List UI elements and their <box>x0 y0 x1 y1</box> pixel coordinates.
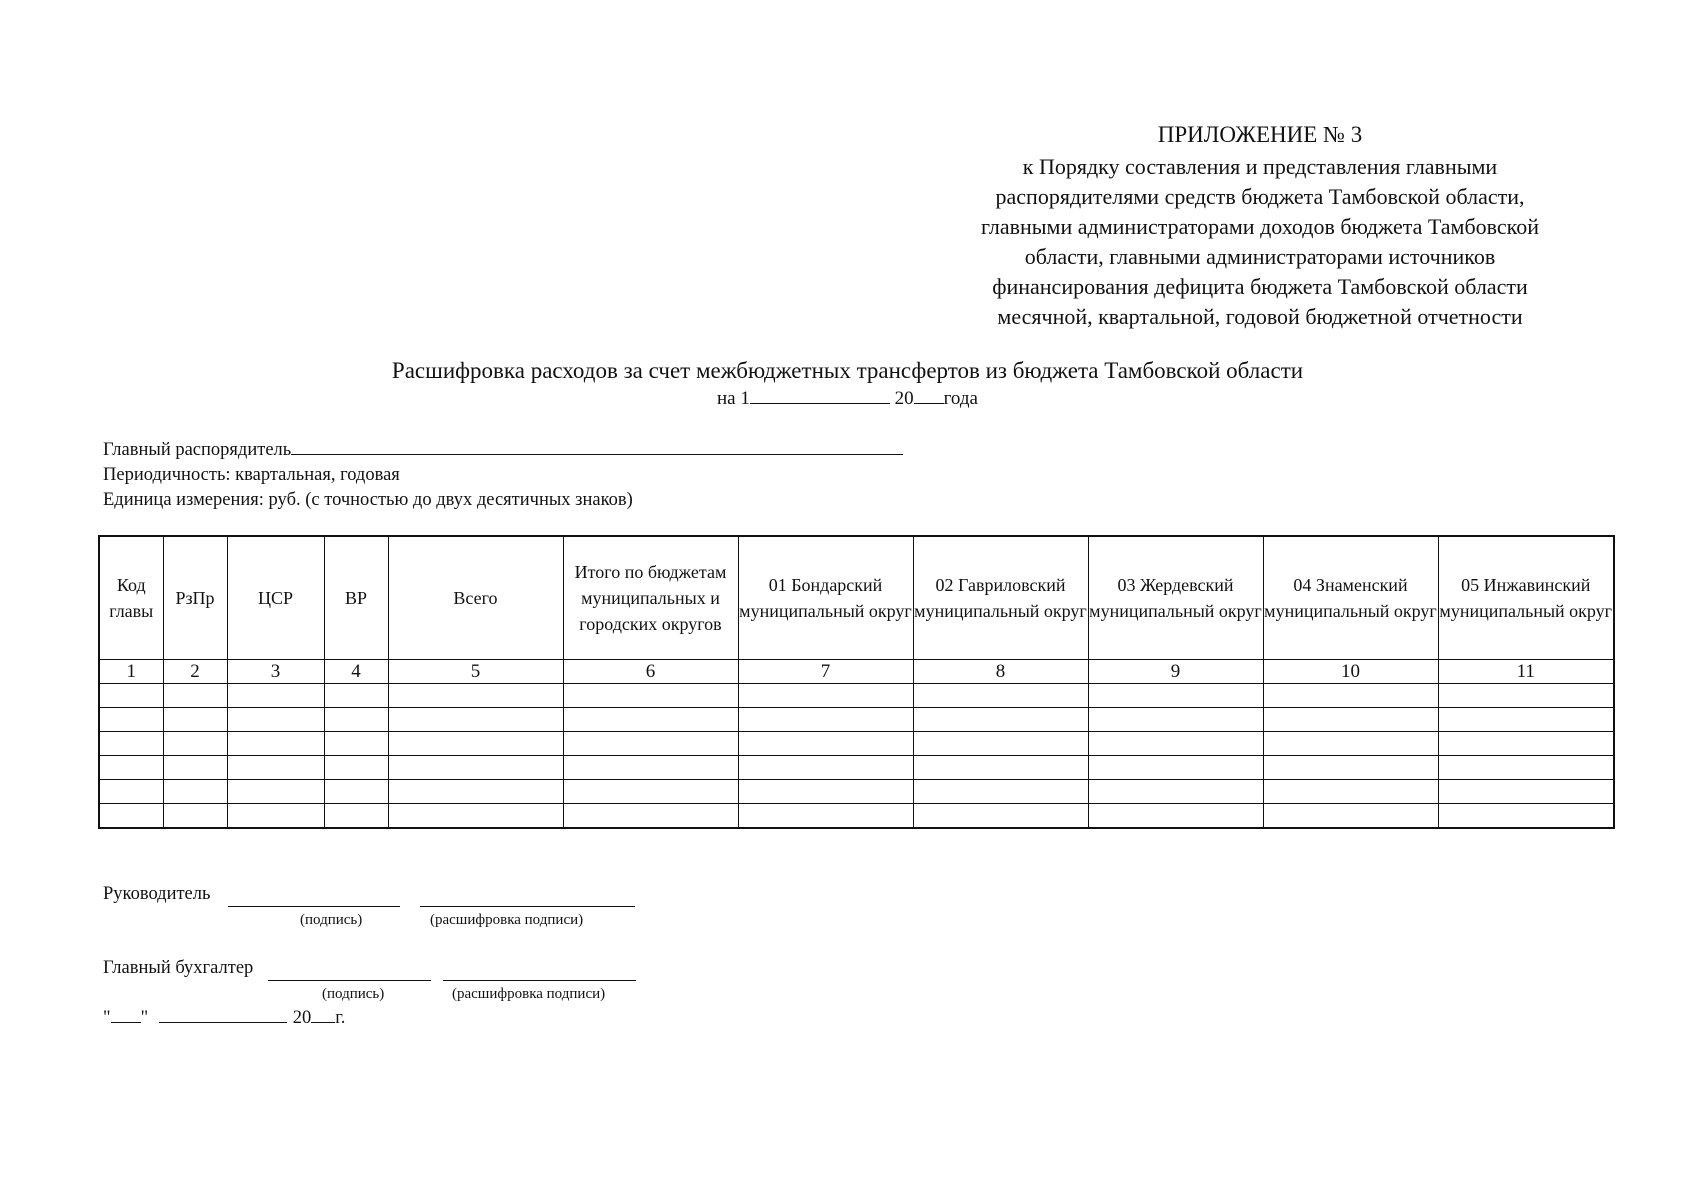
appendix-block <box>900 120 1620 332</box>
table-cell[interactable] <box>163 756 227 780</box>
header-cell: Код главы <box>99 536 163 660</box>
table-cell[interactable] <box>324 756 388 780</box>
signing-day-field[interactable] <box>111 1022 141 1023</box>
date-suffix: года <box>943 388 978 409</box>
table-cell[interactable] <box>913 756 1088 780</box>
table-cell[interactable] <box>227 756 324 780</box>
date-quote-open: " <box>103 1008 111 1028</box>
table-cell[interactable] <box>163 804 227 829</box>
header-cell: 01 Бондарский муниципальный округ <box>738 536 913 660</box>
column-number: 3 <box>227 660 324 684</box>
table-cell[interactable] <box>563 708 738 732</box>
table-cell[interactable] <box>99 732 163 756</box>
table-cell[interactable] <box>1438 804 1614 829</box>
appendix-line: месячной, квартальной, годовой бюджетной отчетности <box>997 304 1523 329</box>
table-cell[interactable] <box>388 804 563 829</box>
table-cell[interactable] <box>738 732 913 756</box>
column-number: 4 <box>324 660 388 684</box>
table-cell[interactable] <box>324 684 388 708</box>
header-cell: 04 Знаменский муниципальный округ <box>1263 536 1438 660</box>
date-year-prefix: 20 <box>894 388 914 409</box>
table-cell[interactable] <box>738 780 913 804</box>
table-cell[interactable] <box>1088 780 1263 804</box>
table-cell[interactable] <box>227 708 324 732</box>
accountant-signature-caption: (подпись) <box>322 986 385 1002</box>
appendix-line: распорядителями средств бюджета Тамбовской области, <box>995 184 1525 209</box>
manager-label: Главный распорядитель <box>103 440 292 460</box>
signing-month-field[interactable] <box>159 1022 287 1023</box>
table-body <box>99 684 1614 829</box>
column-number: 7 <box>738 660 913 684</box>
table-cell[interactable] <box>1263 732 1438 756</box>
table-cell[interactable] <box>1438 684 1614 708</box>
signing-year-suffix: г. <box>335 1008 346 1028</box>
transfers-table <box>98 535 1615 829</box>
table-cell[interactable] <box>324 780 388 804</box>
table-cell[interactable] <box>163 684 227 708</box>
table-cell[interactable] <box>324 708 388 732</box>
table-row <box>99 732 1614 756</box>
signing-year-prefix: 20 <box>292 1008 312 1028</box>
manager-line <box>103 438 903 463</box>
table-cell[interactable] <box>99 756 163 780</box>
table-cell[interactable] <box>99 684 163 708</box>
table-cell[interactable] <box>1263 708 1438 732</box>
table-cell[interactable] <box>913 684 1088 708</box>
table-cell[interactable] <box>913 804 1088 829</box>
table-cell[interactable] <box>738 684 913 708</box>
table-cell[interactable] <box>388 780 563 804</box>
table-cell[interactable] <box>388 732 563 756</box>
table-cell[interactable] <box>163 708 227 732</box>
column-number: 11 <box>1438 660 1614 684</box>
date-prefix: на 1 <box>717 388 750 409</box>
table-row <box>99 804 1614 829</box>
date-day-month-field[interactable] <box>750 403 890 404</box>
head-signature-caption: (подпись) <box>300 912 363 928</box>
table-cell[interactable] <box>1088 732 1263 756</box>
table-cell[interactable] <box>913 780 1088 804</box>
table-cell[interactable] <box>738 756 913 780</box>
table-cell[interactable] <box>1088 804 1263 829</box>
table-row <box>99 780 1614 804</box>
table-cell[interactable] <box>1088 684 1263 708</box>
table-cell[interactable] <box>388 708 563 732</box>
table-cell[interactable] <box>99 708 163 732</box>
table-cell[interactable] <box>913 732 1088 756</box>
column-number: 5 <box>388 660 563 684</box>
report-date-line <box>0 388 1695 410</box>
table-cell[interactable] <box>1263 684 1438 708</box>
accountant-signature-field[interactable] <box>268 966 431 981</box>
appendix-title: ПРИЛОЖЕНИЕ № 3 <box>1157 122 1363 147</box>
table-cell[interactable] <box>1438 780 1614 804</box>
table-cell[interactable] <box>324 804 388 829</box>
date-year-field[interactable] <box>914 403 944 404</box>
periodicity-text: Периодичность: квартальная, годовая <box>103 465 400 485</box>
appendix-line: финансирования дефицита бюджета Тамбовской области <box>992 274 1528 299</box>
table-row <box>99 756 1614 780</box>
column-number: 6 <box>563 660 738 684</box>
column-number: 9 <box>1088 660 1263 684</box>
head-decoding-field[interactable] <box>420 892 635 907</box>
document-title: Расшифровка расходов за счет межбюджетных трансфертов из бюджета Тамбовской области <box>391 358 1304 383</box>
header-cell: 03 Жердевский муниципальный округ <box>1088 536 1263 660</box>
head-decoding-caption: (расшифровка подписи) <box>430 912 584 928</box>
table-cell[interactable] <box>1263 804 1438 829</box>
table-cell[interactable] <box>99 804 163 829</box>
table-cell[interactable] <box>324 732 388 756</box>
table-cell[interactable] <box>1438 732 1614 756</box>
table-cell[interactable] <box>388 684 563 708</box>
column-number: 10 <box>1263 660 1438 684</box>
table-cell[interactable] <box>227 804 324 829</box>
table-cell[interactable] <box>99 780 163 804</box>
unit-text: Единица измерения: руб. (с точностью до двух десятичных знаков) <box>103 490 633 510</box>
appendix-line: области, главными администраторами источников <box>1024 244 1496 269</box>
table-header-row <box>99 536 1614 660</box>
table-cell[interactable] <box>1088 756 1263 780</box>
manager-field[interactable] <box>291 454 903 455</box>
table-cell[interactable] <box>1438 708 1614 732</box>
header-cell: 02 Гавриловский муниципальный округ <box>913 536 1088 660</box>
header-cell: ВР <box>324 536 388 660</box>
table-cell[interactable] <box>1438 756 1614 780</box>
table-cell[interactable] <box>738 804 913 829</box>
header-cell: 05 Инжавинский муниципальный округ <box>1438 536 1614 660</box>
header-cell: Всего <box>388 536 563 660</box>
table-cell[interactable] <box>563 756 738 780</box>
header-cell: ЦСР <box>227 536 324 660</box>
table-cell[interactable] <box>563 732 738 756</box>
column-number-row <box>99 660 1614 684</box>
table-cell[interactable] <box>1088 708 1263 732</box>
head-label: Руководитель <box>103 884 211 904</box>
table-cell[interactable] <box>163 732 227 756</box>
accountant-decoding-field[interactable] <box>443 966 636 981</box>
head-signature-field[interactable] <box>228 892 400 907</box>
table-cell[interactable] <box>227 684 324 708</box>
column-number: 1 <box>99 660 163 684</box>
table-cell[interactable] <box>163 780 227 804</box>
table-cell[interactable] <box>1263 780 1438 804</box>
report-meta <box>103 438 903 513</box>
table-cell[interactable] <box>1263 756 1438 780</box>
date-quote-close: " <box>140 1008 149 1028</box>
column-number: 8 <box>913 660 1088 684</box>
table-cell[interactable] <box>563 804 738 829</box>
column-number: 2 <box>163 660 227 684</box>
document-heading <box>0 358 1695 410</box>
table-cell[interactable] <box>227 732 324 756</box>
header-cell: РзПр <box>163 536 227 660</box>
signing-date-line <box>103 1008 345 1029</box>
appendix-line: главными администраторами доходов бюджета Тамбовской <box>980 214 1540 239</box>
table-cell[interactable] <box>388 756 563 780</box>
table-cell[interactable] <box>913 708 1088 732</box>
table-cell[interactable] <box>738 708 913 732</box>
appendix-line: к Порядку составления и представления главными <box>1022 154 1498 179</box>
accountant-decoding-caption: (расшифровка подписи) <box>452 986 606 1002</box>
table-cell[interactable] <box>563 684 738 708</box>
table-cell[interactable] <box>227 780 324 804</box>
header-cell: Итого по бюджетам муниципальных и городских округов <box>563 536 738 660</box>
table-row <box>99 708 1614 732</box>
table-row <box>99 684 1614 708</box>
signing-year-field[interactable] <box>311 1022 335 1023</box>
table-cell[interactable] <box>563 780 738 804</box>
accountant-label: Главный бухгалтер <box>103 958 254 978</box>
